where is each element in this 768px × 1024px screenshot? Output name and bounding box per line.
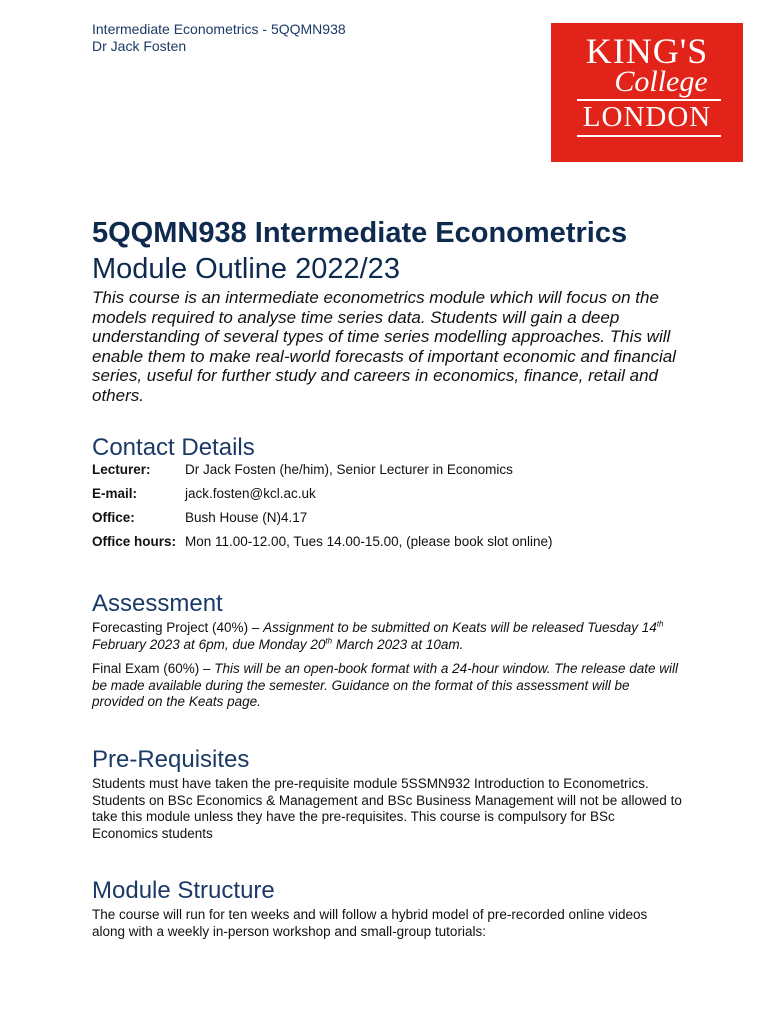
contact-label: Lecturer:	[92, 462, 151, 477]
assessment-item-project	[92, 620, 682, 653]
contact-value: Mon 11.00-12.00, Tues 14.00-15.00, (please book slot online)	[185, 534, 553, 549]
contact-label: E-mail:	[92, 486, 138, 501]
prereq-text: Students must have taken the pre-requisite module 5SSMN932 Introduction to Econometrics. Students on BSc Economics & Management and BSc Business Management will not be allowed to take this module unless they have the pre-requisites. This course is compulsory for BSc Economics students	[92, 776, 682, 841]
logo-line-college: College	[614, 65, 708, 98]
assessment-item-exam	[92, 661, 682, 711]
header-course-line: Intermediate Econometrics - 5QQMN938	[92, 21, 346, 37]
assessment-item-label: Forecasting Project (40%) –	[92, 620, 264, 635]
prereq-heading: Pre-Requisites	[92, 746, 250, 773]
assessment-item-label: Final Exam (60%) –	[92, 661, 215, 676]
contact-heading: Contact Details	[92, 434, 255, 461]
running-header	[92, 21, 346, 55]
superscript: th	[656, 619, 664, 629]
email-value: jack.fosten@kcl.ac.uk	[185, 486, 316, 501]
prereq-section	[92, 746, 682, 842]
contact-value: Bush House (N)4.17	[185, 510, 308, 525]
contact-label: Office hours:	[92, 534, 177, 549]
contact-row	[92, 534, 682, 550]
contact-section	[92, 434, 682, 558]
contact-row	[92, 486, 682, 502]
contact-label: Office:	[92, 510, 135, 525]
logo-line-kings: KING'S	[585, 31, 709, 71]
structure-heading: Module Structure	[92, 877, 275, 904]
logo-line-london: LONDON	[582, 101, 712, 133]
title-block	[92, 210, 692, 405]
assessment-section	[92, 590, 682, 711]
assessment-item-text: Assignment to be submitted on Keats will be released Tuesday 14	[263, 620, 657, 635]
structure-section	[92, 877, 682, 940]
contact-row	[92, 510, 682, 526]
header-author: Dr Jack Fosten	[92, 38, 187, 54]
superscript: th	[325, 636, 333, 645]
intro-paragraph: This course is an intermediate econometrics module which will focus on the models required to analyse time series data. Students will gain a deep understanding of several types of time series modelling approaches. This will enable them to make real-world forecasts of important economic and financial series, useful for further study and careers in economics, finance, retail and others.	[92, 288, 676, 405]
assessment-item-text: March 2023 at 10am.	[332, 636, 464, 652]
page-title: 5QQMN938 Intermediate Econometrics	[92, 217, 628, 249]
contact-row	[92, 462, 682, 478]
assessment-item-text: This will be an open-book format with a 24-hour window. The release date will be made available during the semester. Guidance on the format of this assessment will be provided on the Keats page.	[92, 661, 679, 709]
structure-text: The course will run for ten weeks and will follow a hybrid model of pre-recorded online videos along with a weekly in-person workshop and small-group tutorials:	[92, 907, 648, 939]
assessment-heading: Assessment	[92, 590, 223, 617]
assessment-item-text: February 2023 at 6pm, due Monday 20	[92, 636, 326, 652]
kings-college-logo	[551, 23, 743, 162]
page-subtitle: Module Outline 2022/23	[92, 253, 400, 285]
contact-value: Dr Jack Fosten (he/him), Senior Lecturer in Economics	[185, 462, 513, 477]
logo-rule-bottom	[577, 135, 721, 137]
